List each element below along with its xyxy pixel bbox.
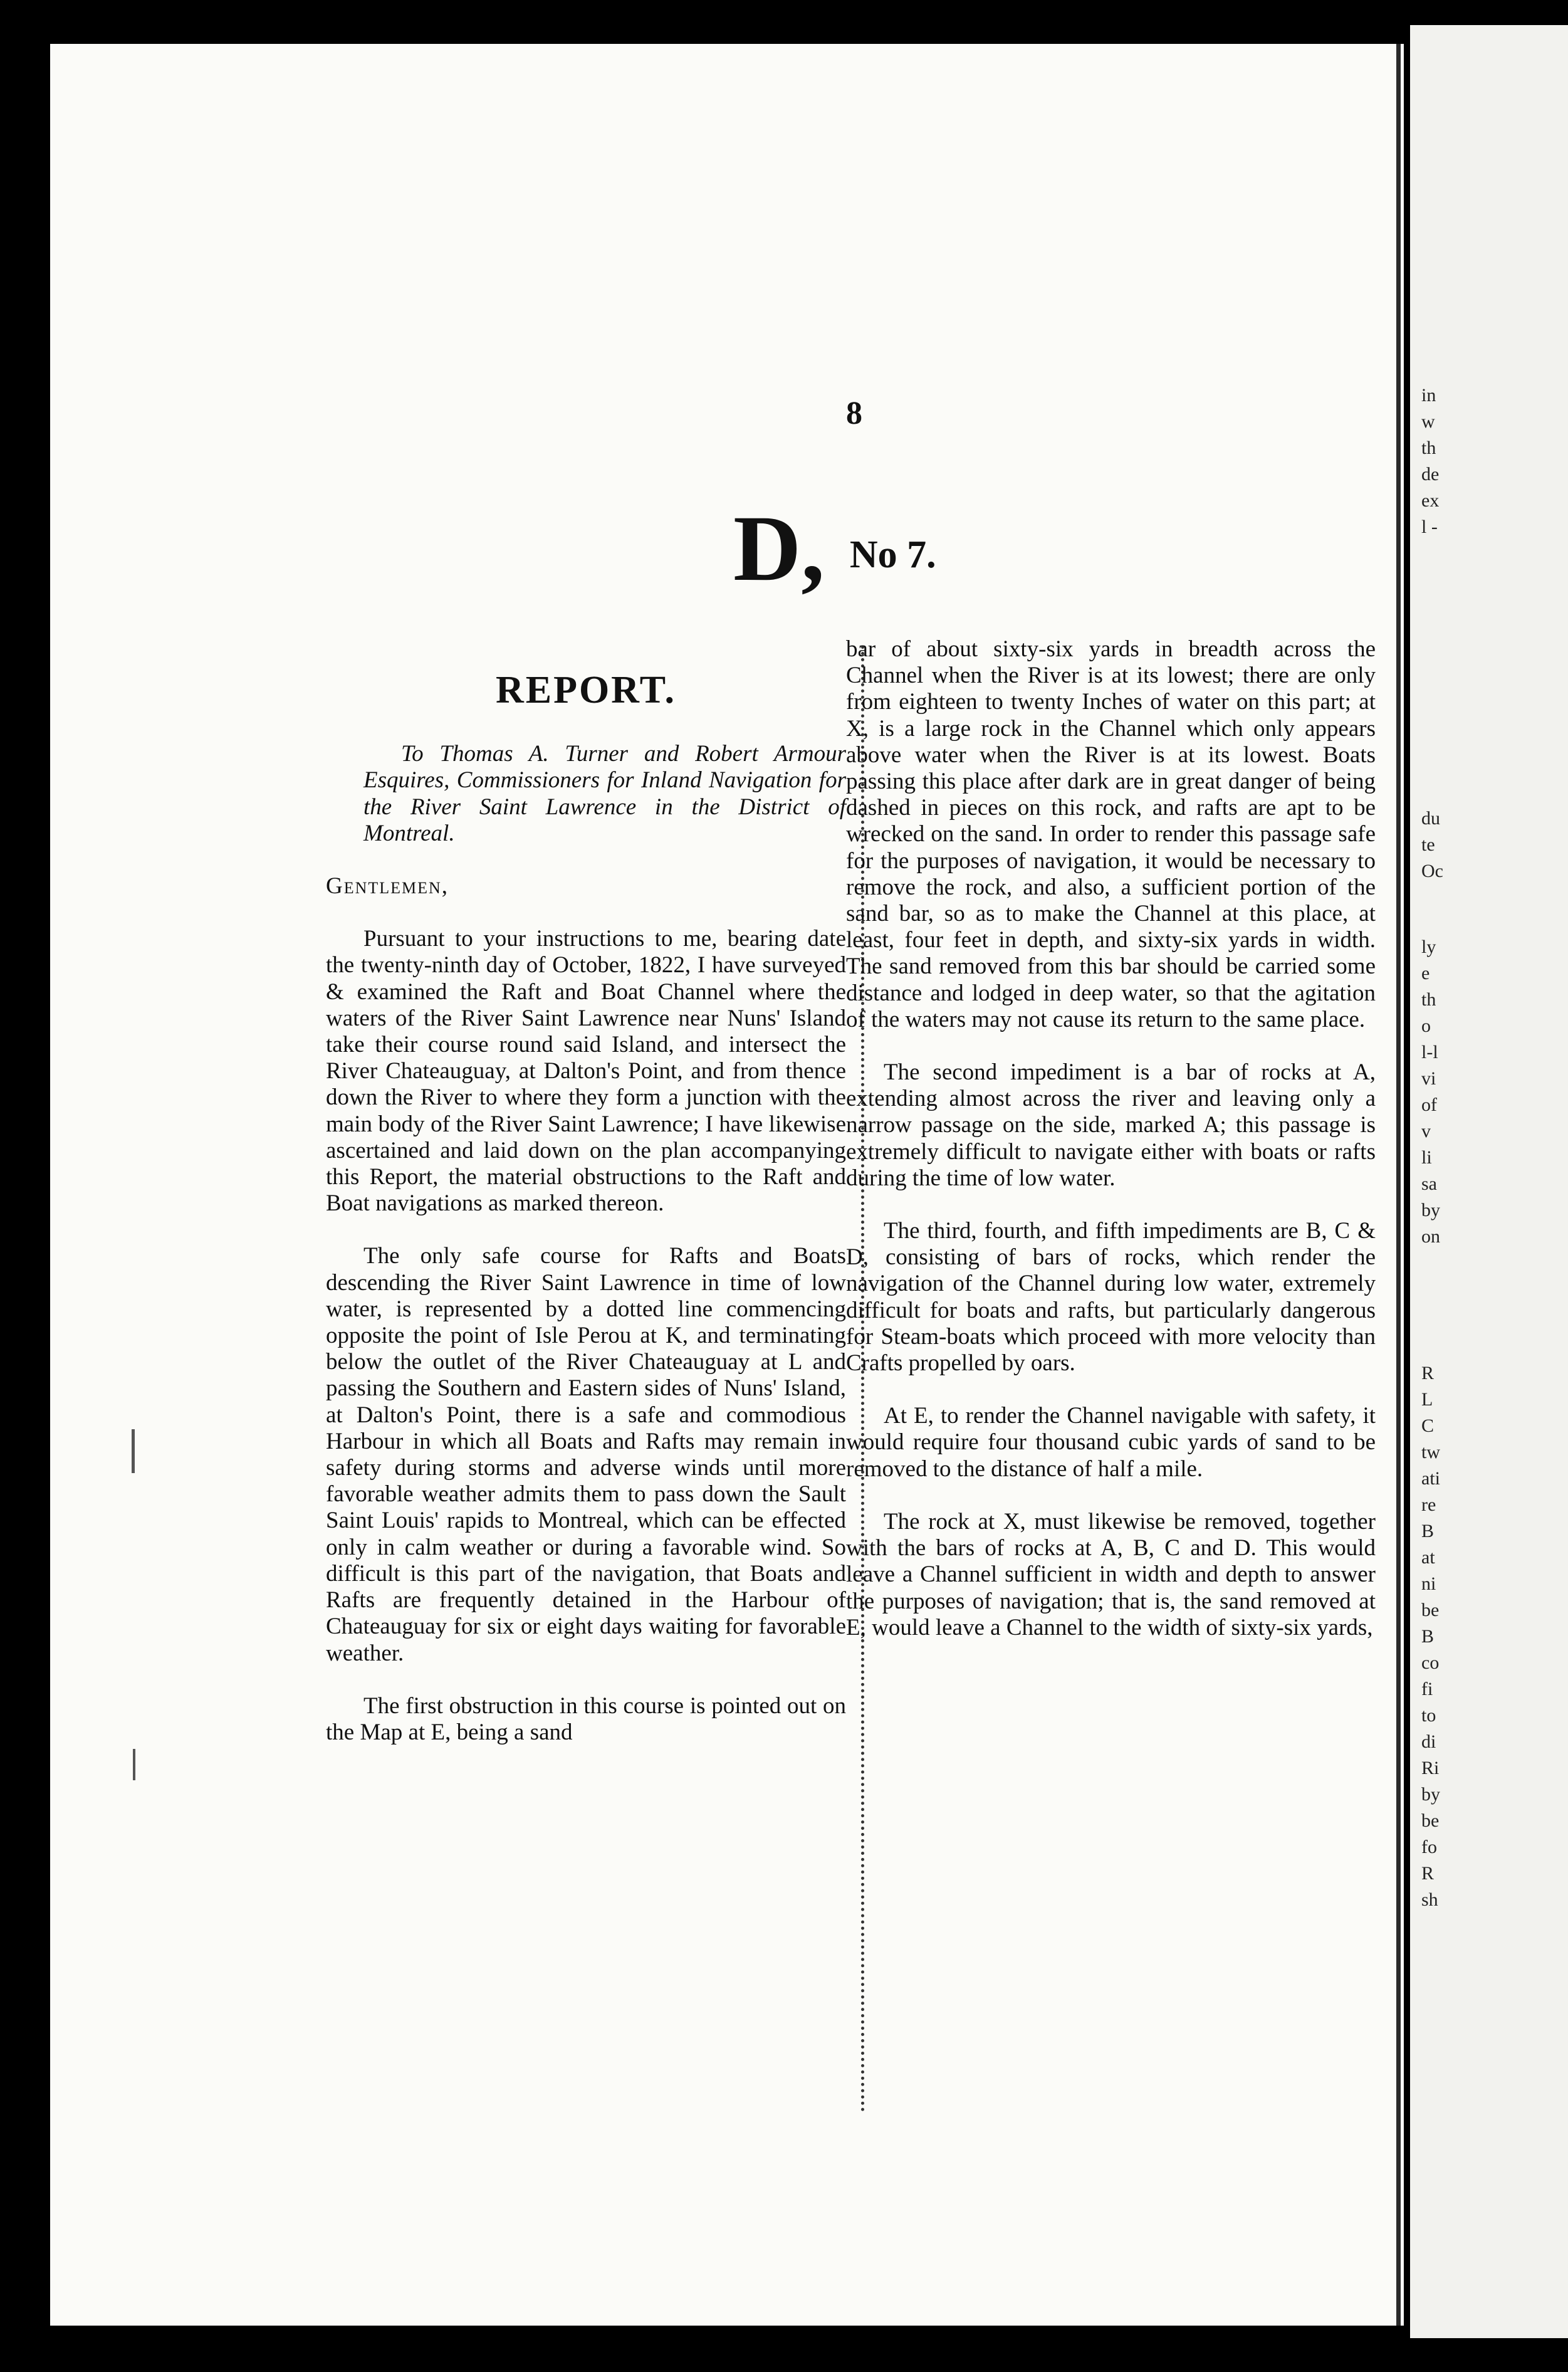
adjacent-page-fragment: ni: [1421, 1573, 1436, 1594]
adjacent-page-fragment: co: [1421, 1652, 1440, 1673]
adjacent-page-fragment: ex: [1421, 490, 1440, 511]
left-column: [326, 664, 846, 1772]
section-heading: [733, 496, 936, 601]
adjacent-page-fragment: R: [1421, 1863, 1435, 1884]
adjacent-page-fragment: sa: [1421, 1173, 1437, 1194]
adjacent-page-fragment: fo: [1421, 1837, 1437, 1857]
paragraph: bar of about sixty-six yards in breadth across the Channel when the River is at its lowest; there are only from eighteen to twenty Inches of water on this part; at X, is a large rock in the Channel which only appears above water when the River is at its lowest. Boats passing this place after dark are in great danger of being dashed in pieces on this rock, and rafts are apt to be wrecked on the sand. In order to render this passage safe for the purposes of navigation, it would be necessary to remove the rock, and also, a sufficient portion of the sand bar, so as to make the Channel at this place, at least, four feet in depth, and sixty-six yards in width. The sand removed from this bar should be carried some distance and lodged in deep water, so that the agitation of the waters may not cause its return to the same place.: [846, 636, 1376, 1032]
adjacent-page-fragment: Oc: [1421, 861, 1443, 881]
adjacent-page-fragment: B: [1421, 1521, 1435, 1541]
adjacent-page-fragment: di: [1421, 1731, 1436, 1752]
scan-speck: [133, 1749, 135, 1780]
adjacent-page-fragment: by: [1421, 1200, 1440, 1220]
adjacent-page-fragment: l -: [1421, 517, 1438, 537]
report-salutation: Gentlemen,: [326, 873, 449, 900]
adjacent-page-fragment: fi: [1421, 1679, 1433, 1699]
adjacent-page-fragment: vi: [1421, 1068, 1436, 1089]
adjacent-page-fragment: L: [1421, 1389, 1433, 1410]
adjacent-page-fragment: tw: [1421, 1442, 1440, 1462]
adjacent-page-fragment: w: [1421, 411, 1435, 432]
scan-speck: [132, 1429, 135, 1473]
paragraph: The third, fourth, and fifth impediments are B, C & D, consisting of bars of rocks, which render the navigation of the Channel during low water, extremely difficult for boats and rafts, but particularly dangerous for Steam-boats which proceed with more velocity than Crafts propelled by oars.: [846, 1218, 1376, 1377]
heading-letter: D,: [733, 496, 825, 601]
adjacent-page-fragment: on: [1421, 1226, 1440, 1247]
adjacent-page-fragment: sh: [1421, 1889, 1438, 1910]
report-title: REPORT.: [495, 669, 677, 711]
paragraph: At E, to render the Channel navigable with safety, it would require four thousand cubic yards of sand to be removed to the distance of half a mile.: [846, 1403, 1376, 1482]
adjacent-page-fragment: ati: [1421, 1468, 1440, 1489]
adjacent-page-fragment: by: [1421, 1784, 1440, 1805]
adjacent-page-fragment: e: [1421, 963, 1430, 984]
adjacent-page-edge: [1410, 25, 1568, 2338]
paragraph: The rock at X, must likewise be removed, together with the bars of rocks at A, B, C and D. This would leave a Channel sufficient in width and depth to answer the purposes of navigation; that is, the sand removed at E, would leave a Channel to the width of sixty-six yards,: [846, 1508, 1376, 1640]
adjacent-page-fragment: v: [1421, 1121, 1431, 1141]
adjacent-page-fragment: to: [1421, 1705, 1436, 1726]
adjacent-page-fragment: de: [1421, 464, 1440, 485]
adjacent-page-fragment: B: [1421, 1626, 1435, 1647]
adjacent-page-fragment: ly: [1421, 937, 1436, 957]
adjacent-page-fragment: re: [1421, 1494, 1436, 1515]
paragraph: The only safe course for Rafts and Boats descending the River Saint Lawrence in time of low water, is represented by a dotted line commencing opposite the point of Isle Perou at K, and terminating below the outlet of the River Chateauguay at L and passing the Southern and Eastern sides of Nuns' Island, at Dalton's Point, there is a safe and commodious Harbour in which all Boats and Rafts may remain in safety during storms and adverse winds until more favorable weather admits them to pass down the Sault Saint Louis' rapids to Montreal, which can be effected only in calm weather or during a favorable wind. So difficult is this part of the navigation, that Boats and Rafts are frequently detained in the Harbour of Chateauguay for six or eight days waiting for favorable weather.: [326, 1243, 846, 1666]
paragraph: The first obstruction in this course is pointed out on the Map at E, being a sand: [326, 1692, 846, 1745]
adjacent-page-fragment: in: [1421, 385, 1436, 406]
adjacent-page-fragment: Ri: [1421, 1758, 1440, 1778]
adjacent-page-fragment: te: [1421, 834, 1435, 855]
adjacent-page-fragment: R: [1421, 1363, 1435, 1383]
paragraph: The second impediment is a bar of rocks at A, extending almost across the river and leaving only a narrow passage on the side, marked A; this passage is extremely difficult to navigate either with boats or rafts during the time of low water.: [846, 1059, 1376, 1191]
adjacent-page-fragment: be: [1421, 1600, 1440, 1620]
adjacent-page-fragment: C: [1421, 1415, 1435, 1436]
document-page: [50, 44, 1404, 2326]
adjacent-page-fragment: li: [1421, 1147, 1432, 1168]
page-gutter: [1396, 44, 1401, 2326]
adjacent-page-fragment: l-l: [1421, 1042, 1438, 1063]
adjacent-page-fragment: of: [1421, 1094, 1437, 1115]
adjacent-page-fragment: th: [1421, 438, 1436, 458]
heading-number: No 7.: [849, 533, 936, 576]
adjacent-page-fragment: be: [1421, 1810, 1440, 1831]
paragraph: Pursuant to your instructions to me, bearing date the twenty-ninth day of October, 1822, I have surveyed & examined the Raft and Boat Channel where the waters of the River Saint Lawrence near Nuns' Island take their course round said Island, and intersect the River Chateauguay, at Dalton's Point, and from thence down the River to where they form a junction with the main body of the River Saint Lawrence; I have likewise ascertained and laid down on the plan accompanying this Report, the material obstructions to the Raft and Boat navigations as marked thereon.: [326, 926, 846, 1217]
adjacent-page-fragment: th: [1421, 989, 1436, 1010]
adjacent-page-fragment: o: [1421, 1015, 1431, 1036]
adjacent-page-fragment: du: [1421, 808, 1440, 829]
page-number: 8: [846, 396, 862, 431]
right-column: [846, 636, 1376, 1667]
report-address: To Thomas A. Turner and Robert Armour Esquires, Commissioners for Inland Navigation for the River Saint Lawrence in the District of Montreal.: [363, 741, 846, 846]
adjacent-page-fragment: at: [1421, 1547, 1435, 1568]
